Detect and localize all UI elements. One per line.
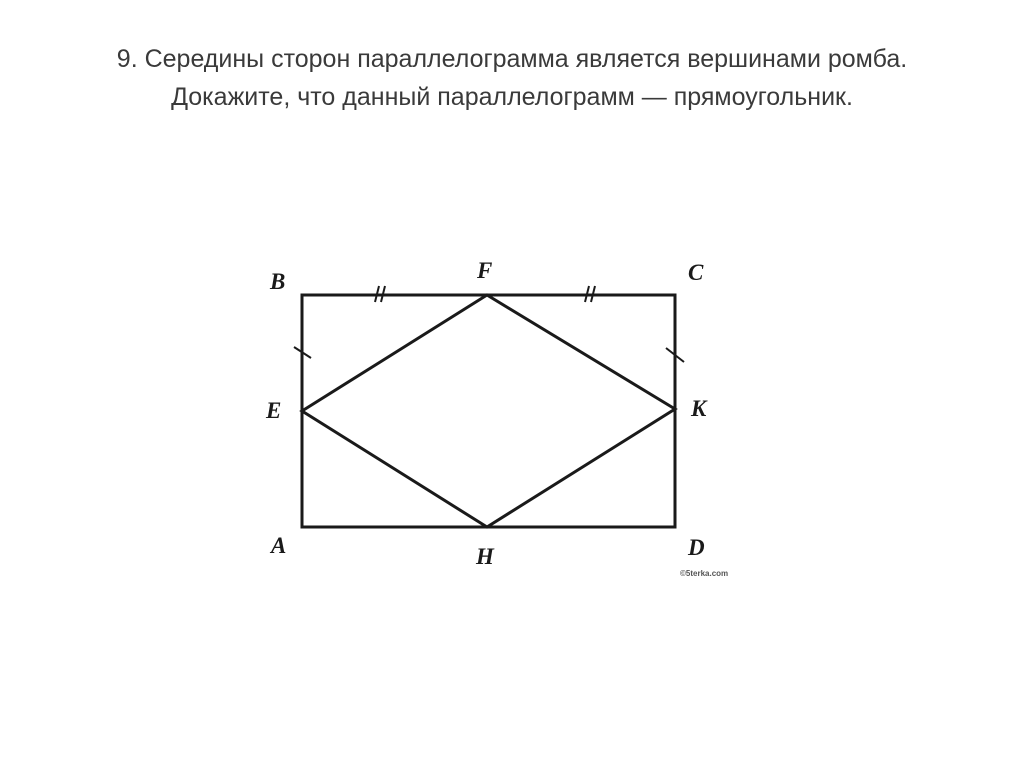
- label-c: C: [688, 260, 704, 285]
- label-e: E: [266, 398, 282, 423]
- rectangle-abcd: [302, 295, 675, 527]
- title-line-1: 9. Середины сторон параллелограмма является вершинами ромба.: [116, 45, 908, 73]
- image-credit: ©5terka.com: [680, 569, 729, 578]
- label-f: F: [477, 258, 493, 283]
- label-h: H: [476, 544, 494, 569]
- title-line-2: Докажите, что данный параллелограмм — прямоугольник.: [171, 83, 853, 111]
- label-d: D: [688, 535, 705, 560]
- label-k: K: [691, 396, 707, 421]
- label-b: B: [270, 269, 286, 294]
- label-a: A: [271, 533, 287, 558]
- rhombus-efkh: [302, 295, 675, 527]
